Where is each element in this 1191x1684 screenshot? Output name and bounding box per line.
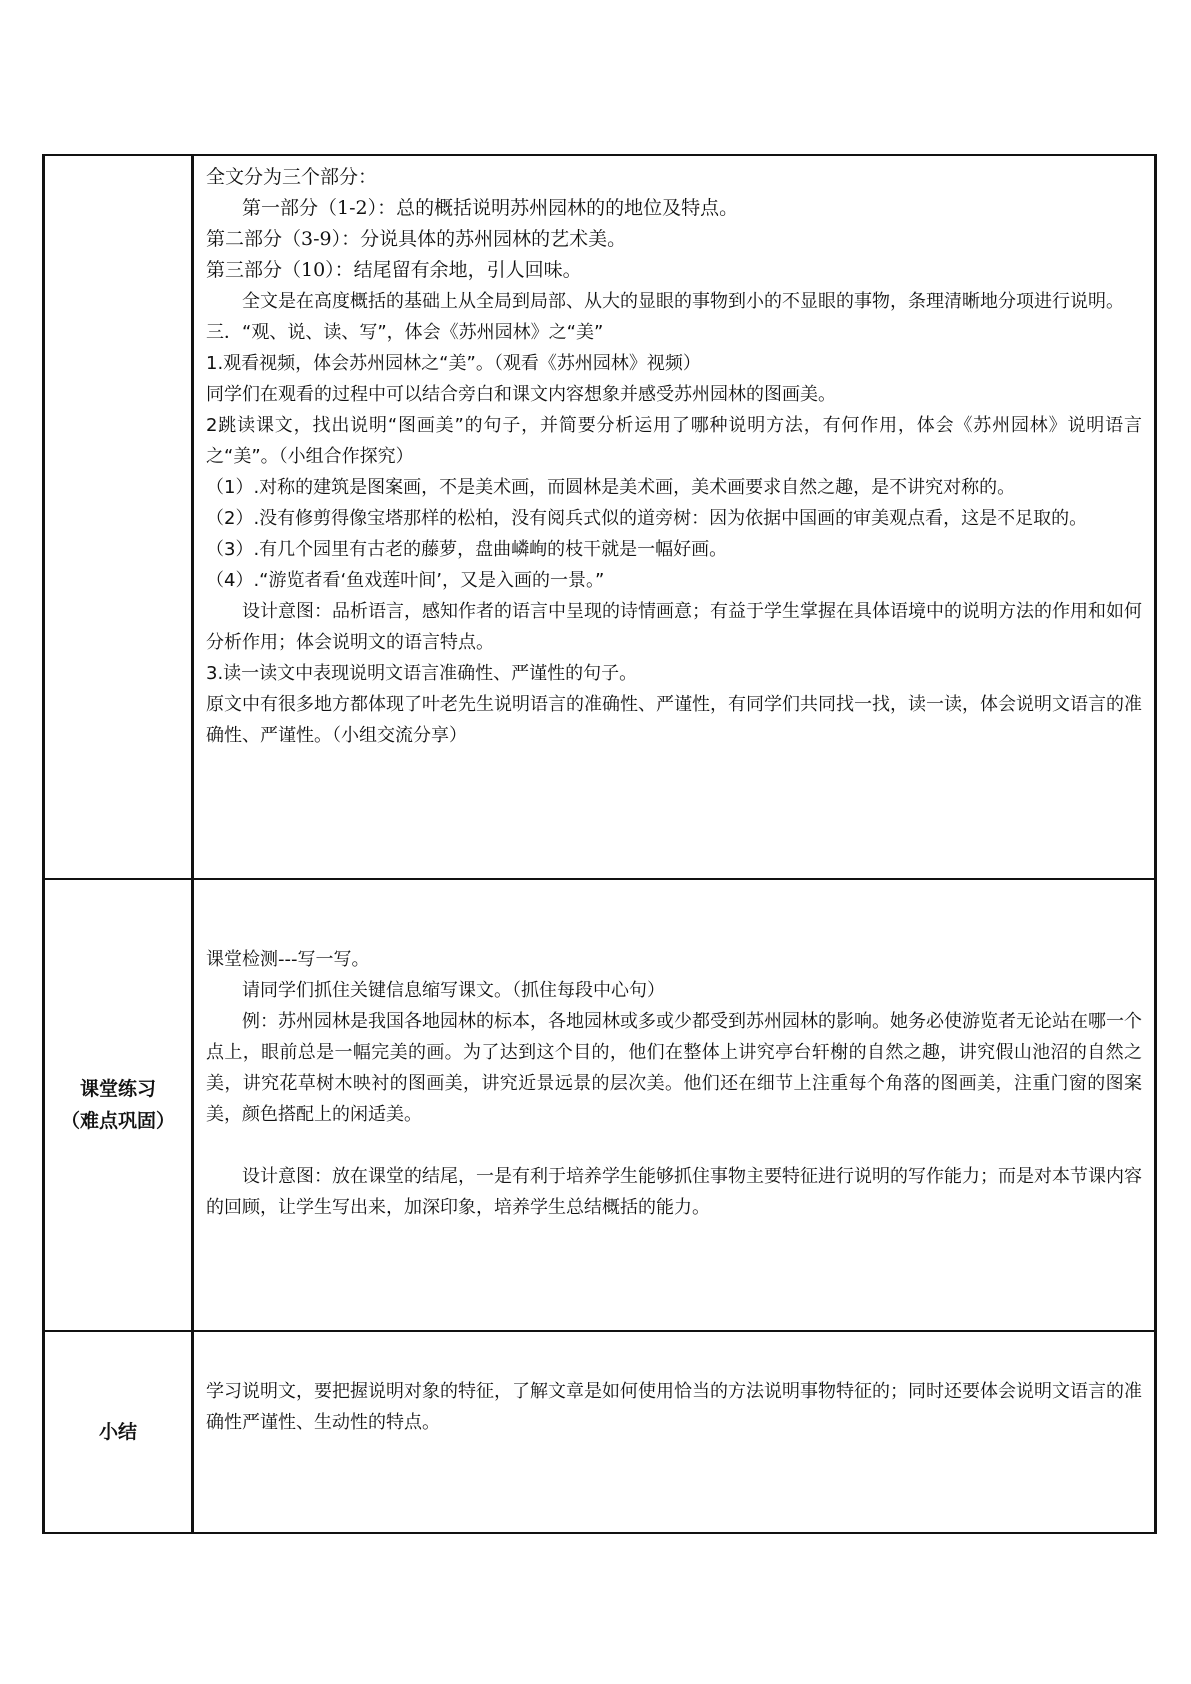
row-content-cell xyxy=(193,879,1156,1331)
section-heading: 三．“观、说、读、写”，体会《苏州园林》之“美” xyxy=(206,322,604,343)
table-row xyxy=(44,1331,1156,1533)
paragraph: 1.观看视频，体会苏州园林之“美”。（观看《苏州园林》视频） xyxy=(206,353,701,374)
design-intent: 设计意图：放在课堂的结尾，一是有利于培养学生能够抓住事物主要特征进行说明的写作能力；而是对本节课内容的回顾，让学生写出来，加深印象，培养学生总结概括的能力。 xyxy=(206,1166,1142,1218)
table-row xyxy=(44,155,1156,879)
row-content-cell xyxy=(193,1331,1156,1533)
paragraph: 同学们在观看的过程中可以结合旁白和课文内容想象并感受苏州园林的图画美。 xyxy=(206,384,836,405)
paragraph: （2）.没有修剪得像宝塔那样的松柏，没有阅兵式似的道旁树：因为依据中国画的审美观点看，这是不足取的。 xyxy=(206,508,1088,529)
row-label-cell xyxy=(44,155,193,879)
paragraph: （4）.“游览者看‘鱼戏莲叶间’，又是入画的一景。” xyxy=(206,570,605,591)
structure-content xyxy=(194,156,1154,751)
practice-content xyxy=(194,880,1154,1223)
row-label-cell xyxy=(44,879,193,1331)
paragraph: 课堂检测---写一写。 xyxy=(206,949,370,970)
row-label-sub: （难点巩固） xyxy=(60,1110,175,1132)
table-row xyxy=(44,879,1156,1331)
lesson-plan-table xyxy=(42,154,1157,1534)
paragraph: （3）.有几个园里有古老的藤萝，盘曲嶙峋的枝干就是一幅好画。 xyxy=(206,539,728,560)
paragraph: （1）.对称的建筑是图案画，不是美术画，而圆林是美术画，美术画要求自然之趣，是不讲究对称的。 xyxy=(206,477,1016,498)
paragraph: 3.读一读文中表现说明文语言准确性、严谨性的句子。 xyxy=(206,663,638,684)
paragraph: 例：苏州园林是我国各地园林的标本，各地园林或多或少都受到苏州园林的影响。她务必使游览者无论站在哪一个点上，眼前总是一幅完美的画。为了达到这个目的，他们在整体上讲究亭台轩榭的自然之趣，讲究假山池沼的自然之美，讲究花草树木映衬的图画美，讲究近景远景的层次美。他们还在细节上注重每个角落的图画美，注重门窗的图案美，颜色搭配上的闲适美。 xyxy=(206,1011,1142,1125)
paragraph: 全文是在高度概括的基础上从全局到局部、从大的显眼的事物到小的不显眼的事物，条理清晰地分项进行说明。 xyxy=(242,291,1124,312)
paragraph: 原文中有很多地方都体现了叶老先生说明语言的准确性、严谨性，有同学们共同找一找，读一读，体会说明文语言的准确性、严谨性。（小组交流分享） xyxy=(206,694,1142,746)
paragraph: 2跳读课文，找出说明“图画美”的句子，并简要分析运用了哪种说明方法，有何作用，体会《苏州园林》说明语言之“美”。（小组合作探究） xyxy=(206,415,1142,467)
paragraph: 第三部分（10）：结尾留有余地，引人回味。 xyxy=(206,259,582,281)
row-label: 课堂练习 xyxy=(79,1078,156,1100)
summary-content xyxy=(194,1332,1154,1438)
spacer xyxy=(206,1130,1142,1161)
paragraph: 学习说明文，要把握说明对象的特征，了解文章是如何使用恰当的方法说明事物特征的；同时还要体会说明文语言的准确性严谨性、生动性的特点。 xyxy=(206,1381,1142,1433)
row-content-cell xyxy=(193,155,1156,879)
paragraph: 全文分为三个部分： xyxy=(206,166,378,188)
paragraph: 第二部分（3-9）：分说具体的苏州园林的艺术美。 xyxy=(206,228,627,250)
row-label: 小结 xyxy=(98,1421,137,1443)
row-label-cell xyxy=(44,1331,193,1533)
design-intent: 设计意图：品析语言，感知作者的语言中呈现的诗情画意；有益于学生掌握在具体语境中的说明方法的作用和如何分析作用；体会说明文的语言特点。 xyxy=(206,601,1142,653)
paragraph: 请同学们抓住关键信息缩写课文。（抓住每段中心句） xyxy=(242,980,665,1001)
paragraph: 第一部分（1-2）：总的概括说明苏州园林的的地位及特点。 xyxy=(242,197,739,219)
